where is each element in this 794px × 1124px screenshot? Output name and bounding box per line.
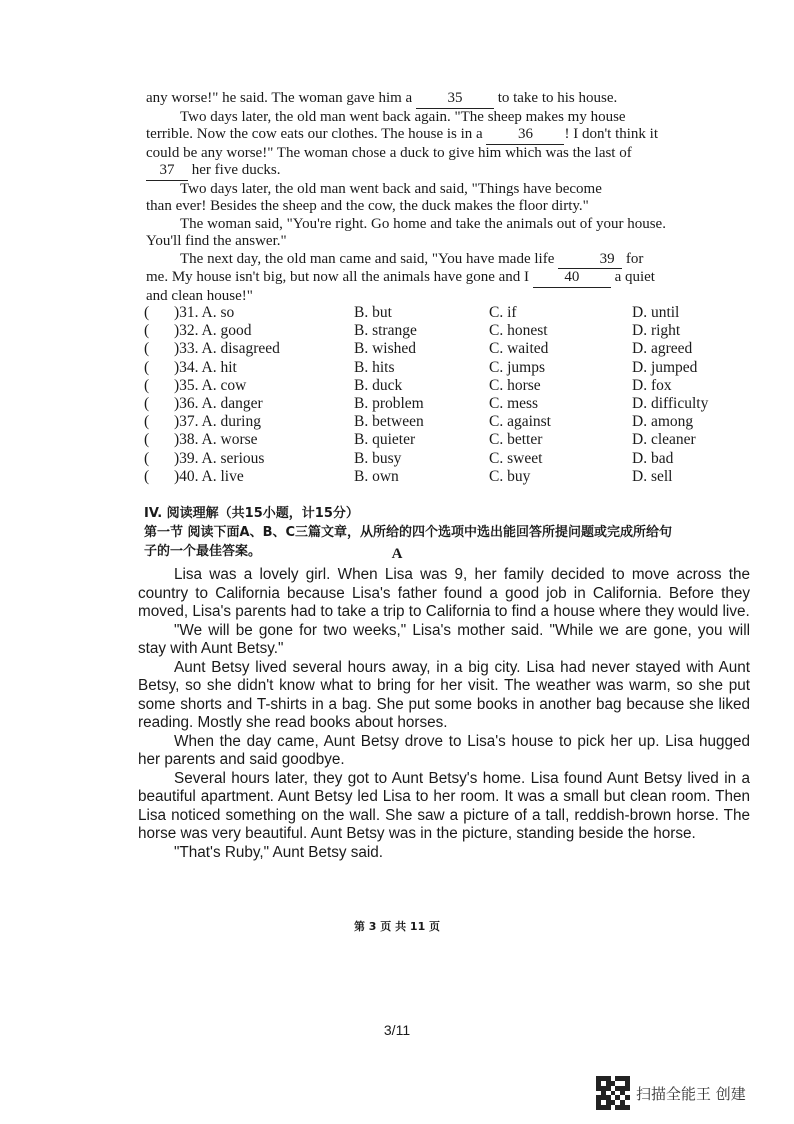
cloze-line [146, 269, 746, 288]
qr-code-icon [596, 1076, 630, 1110]
option-d: D. cleaner [632, 431, 696, 449]
cloze-text: You'll find the answer." [146, 233, 287, 249]
option-a: )31. A. so [174, 304, 235, 321]
option-row [144, 413, 744, 431]
option-c: C. waited [489, 340, 549, 358]
answer-bracket[interactable]: ( [144, 394, 150, 412]
cloze-text: any worse!" he said. The woman gave him a [146, 90, 413, 106]
option-b: B. hits [354, 358, 395, 376]
option-d: D. difficulty [632, 394, 709, 412]
option-a: )39. A. serious [174, 449, 265, 467]
option-d: D. until [632, 304, 680, 321]
reading-passage [138, 566, 750, 862]
cloze-text: could be any worse!" The woman chose a duck to give him which was the last of [146, 144, 632, 161]
option-row [144, 377, 744, 395]
answer-bracket[interactable]: ( [144, 340, 150, 358]
option-row [144, 322, 744, 340]
cloze-line [146, 288, 746, 306]
cloze-line [146, 233, 746, 251]
option-a: )34. A. hit [174, 358, 237, 376]
cloze-line [146, 181, 746, 199]
option-b: B. problem [354, 394, 424, 412]
cloze-line [146, 90, 746, 109]
passage-paragraph: When the day came, Aunt Betsy drove to Lisa's house to pick her up. Lisa hugged her parents and said goodbye. [138, 732, 750, 768]
option-c: C. buy [489, 467, 531, 485]
scanner-app-label: 扫描全能王 创建 [636, 1084, 746, 1103]
cloze-text: a quiet [614, 269, 655, 285]
option-d: D. sell [632, 467, 673, 485]
passage-paragraph: Several hours later, they got to Aunt Betsy's home. Lisa found Aunt Betsy lived in a beautiful apartment. Aunt Betsy led Lisa to her room. It was a small but clean room. Then Lisa noticed something on the wall. She saw a picture of a tall, reddish-brown horse. The horse was very beautiful. Aunt Betsy was in the picture, standing beside the horse. [138, 769, 750, 842]
cloze-text: to take to his house. [497, 90, 618, 106]
cloze-line [146, 145, 746, 163]
option-d: D. bad [632, 449, 674, 467]
answer-bracket[interactable]: ( [144, 431, 150, 449]
option-d: D. jumped [632, 358, 698, 376]
option-c: C. sweet [489, 449, 543, 467]
cloze-line [146, 198, 746, 216]
answer-bracket[interactable]: ( [144, 449, 150, 467]
cloze-line [146, 109, 746, 127]
option-row [144, 304, 744, 322]
option-row [144, 450, 744, 468]
option-c: C. mess [489, 394, 539, 412]
passage-paragraph: "We will be gone for two weeks," Lisa's mother said. "While we are gone, you will stay with Aunt Betsy." [138, 621, 750, 657]
section-instruction: 第一节 阅读下面A、B、C三篇文章，从所给的四个选项中选出能回答所提问题或完成所给句 [144, 525, 673, 540]
page-footer-label: 第 3 页 共 11 页 [353, 920, 441, 933]
option-row [144, 359, 744, 377]
section-heading: IV. 阅读理解（共15小题，计15分） [144, 506, 359, 521]
cloze-passage [146, 90, 746, 305]
option-c: C. horse [489, 376, 541, 394]
passage-paragraph: Lisa was a lovely girl. When Lisa was 9, her family decided to move across the country to California because Lisa's father found a good job in California. Before they moved, Lisa's parents had to take a trip to California to find a house where they would live. [138, 566, 750, 620]
cloze-line [146, 162, 746, 181]
cloze-line [146, 126, 746, 145]
answer-bracket[interactable]: ( [144, 322, 150, 340]
option-b: B. own [354, 467, 399, 485]
option-a: )37. A. during [174, 413, 261, 431]
blank-36: 36 [486, 126, 564, 145]
answer-bracket[interactable]: ( [144, 467, 150, 485]
option-d: D. among [632, 413, 694, 431]
option-a: )32. A. good [174, 322, 252, 340]
blank-39: 39 [558, 251, 622, 270]
cloze-text: Two days later, the old man went back again. "The sheep makes my house [180, 108, 626, 125]
option-a: )38. A. worse [174, 431, 258, 449]
option-c: C. jumps [489, 358, 545, 376]
option-d: D. right [632, 322, 681, 340]
cloze-text: terrible. Now the cow eats our clothes. The house is in a [146, 126, 483, 142]
passage-letter: A [391, 546, 403, 562]
cloze-line [146, 251, 746, 270]
answer-bracket[interactable]: ( [144, 358, 150, 376]
option-row [144, 395, 744, 413]
passage-paragraph: Aunt Betsy lived several hours away, in a big city. Lisa had never stayed with Aunt Betsy, so she didn't know what to bring for her visit. The weather was warm, so she put some shorts and T-shirts in a bag. She put some books in another bag because she liked reading. Mostly she read books about horses. [138, 658, 750, 731]
blank-35: 35 [416, 90, 494, 109]
option-b: B. wished [354, 340, 416, 358]
option-c: C. honest [489, 322, 548, 340]
cloze-text: Two days later, the old man went back and said, "Things have become [180, 180, 602, 197]
option-b: B. quieter [354, 431, 416, 449]
cloze-text: than ever! Besides the sheep and the cow, the duck makes the floor dirty." [146, 198, 589, 214]
option-a: )35. A. cow [174, 376, 247, 394]
cloze-line [146, 216, 746, 234]
cloze-text: me. My house isn't big, but now all the animals have gone and I [146, 269, 530, 285]
option-b: B. busy [354, 449, 402, 467]
cloze-text: her five ducks. [191, 162, 281, 178]
option-b: B. between [354, 413, 424, 431]
section-instruction: 子的一个最佳答案。 [144, 544, 262, 559]
answer-bracket[interactable]: ( [144, 376, 150, 394]
option-a: )40. A. live [174, 467, 244, 485]
option-c: C. if [489, 304, 517, 321]
option-b: B. strange [354, 322, 417, 340]
option-row [144, 431, 744, 449]
option-row [144, 340, 744, 358]
cloze-text: for [625, 250, 644, 267]
answer-bracket[interactable]: ( [144, 413, 150, 431]
blank-40: 40 [533, 269, 611, 288]
option-d: D. agreed [632, 340, 693, 358]
option-d: D. fox [632, 376, 672, 394]
answer-options [144, 304, 744, 486]
page-number: 3/11 [383, 1022, 411, 1038]
cloze-text: The woman said, "You're right. Go home and take the animals out of your house. [180, 215, 666, 232]
option-b: B. but [354, 304, 392, 321]
option-b: B. duck [354, 376, 403, 394]
option-c: C. against [489, 413, 551, 431]
option-a: )36. A. danger [174, 394, 263, 412]
cloze-text: and clean house!" [146, 287, 253, 304]
scanner-watermark [596, 1076, 746, 1110]
blank-37: 37 [146, 162, 188, 181]
answer-bracket[interactable]: ( [144, 304, 150, 321]
option-a: )33. A. disagreed [174, 340, 280, 358]
option-c: C. better [489, 431, 543, 449]
option-row [144, 468, 744, 486]
passage-paragraph: "That's Ruby," Aunt Betsy said. [174, 843, 384, 861]
cloze-text: The next day, the old man came and said, "You have made life [180, 250, 555, 267]
cloze-text: ! I don't think it [564, 126, 658, 142]
